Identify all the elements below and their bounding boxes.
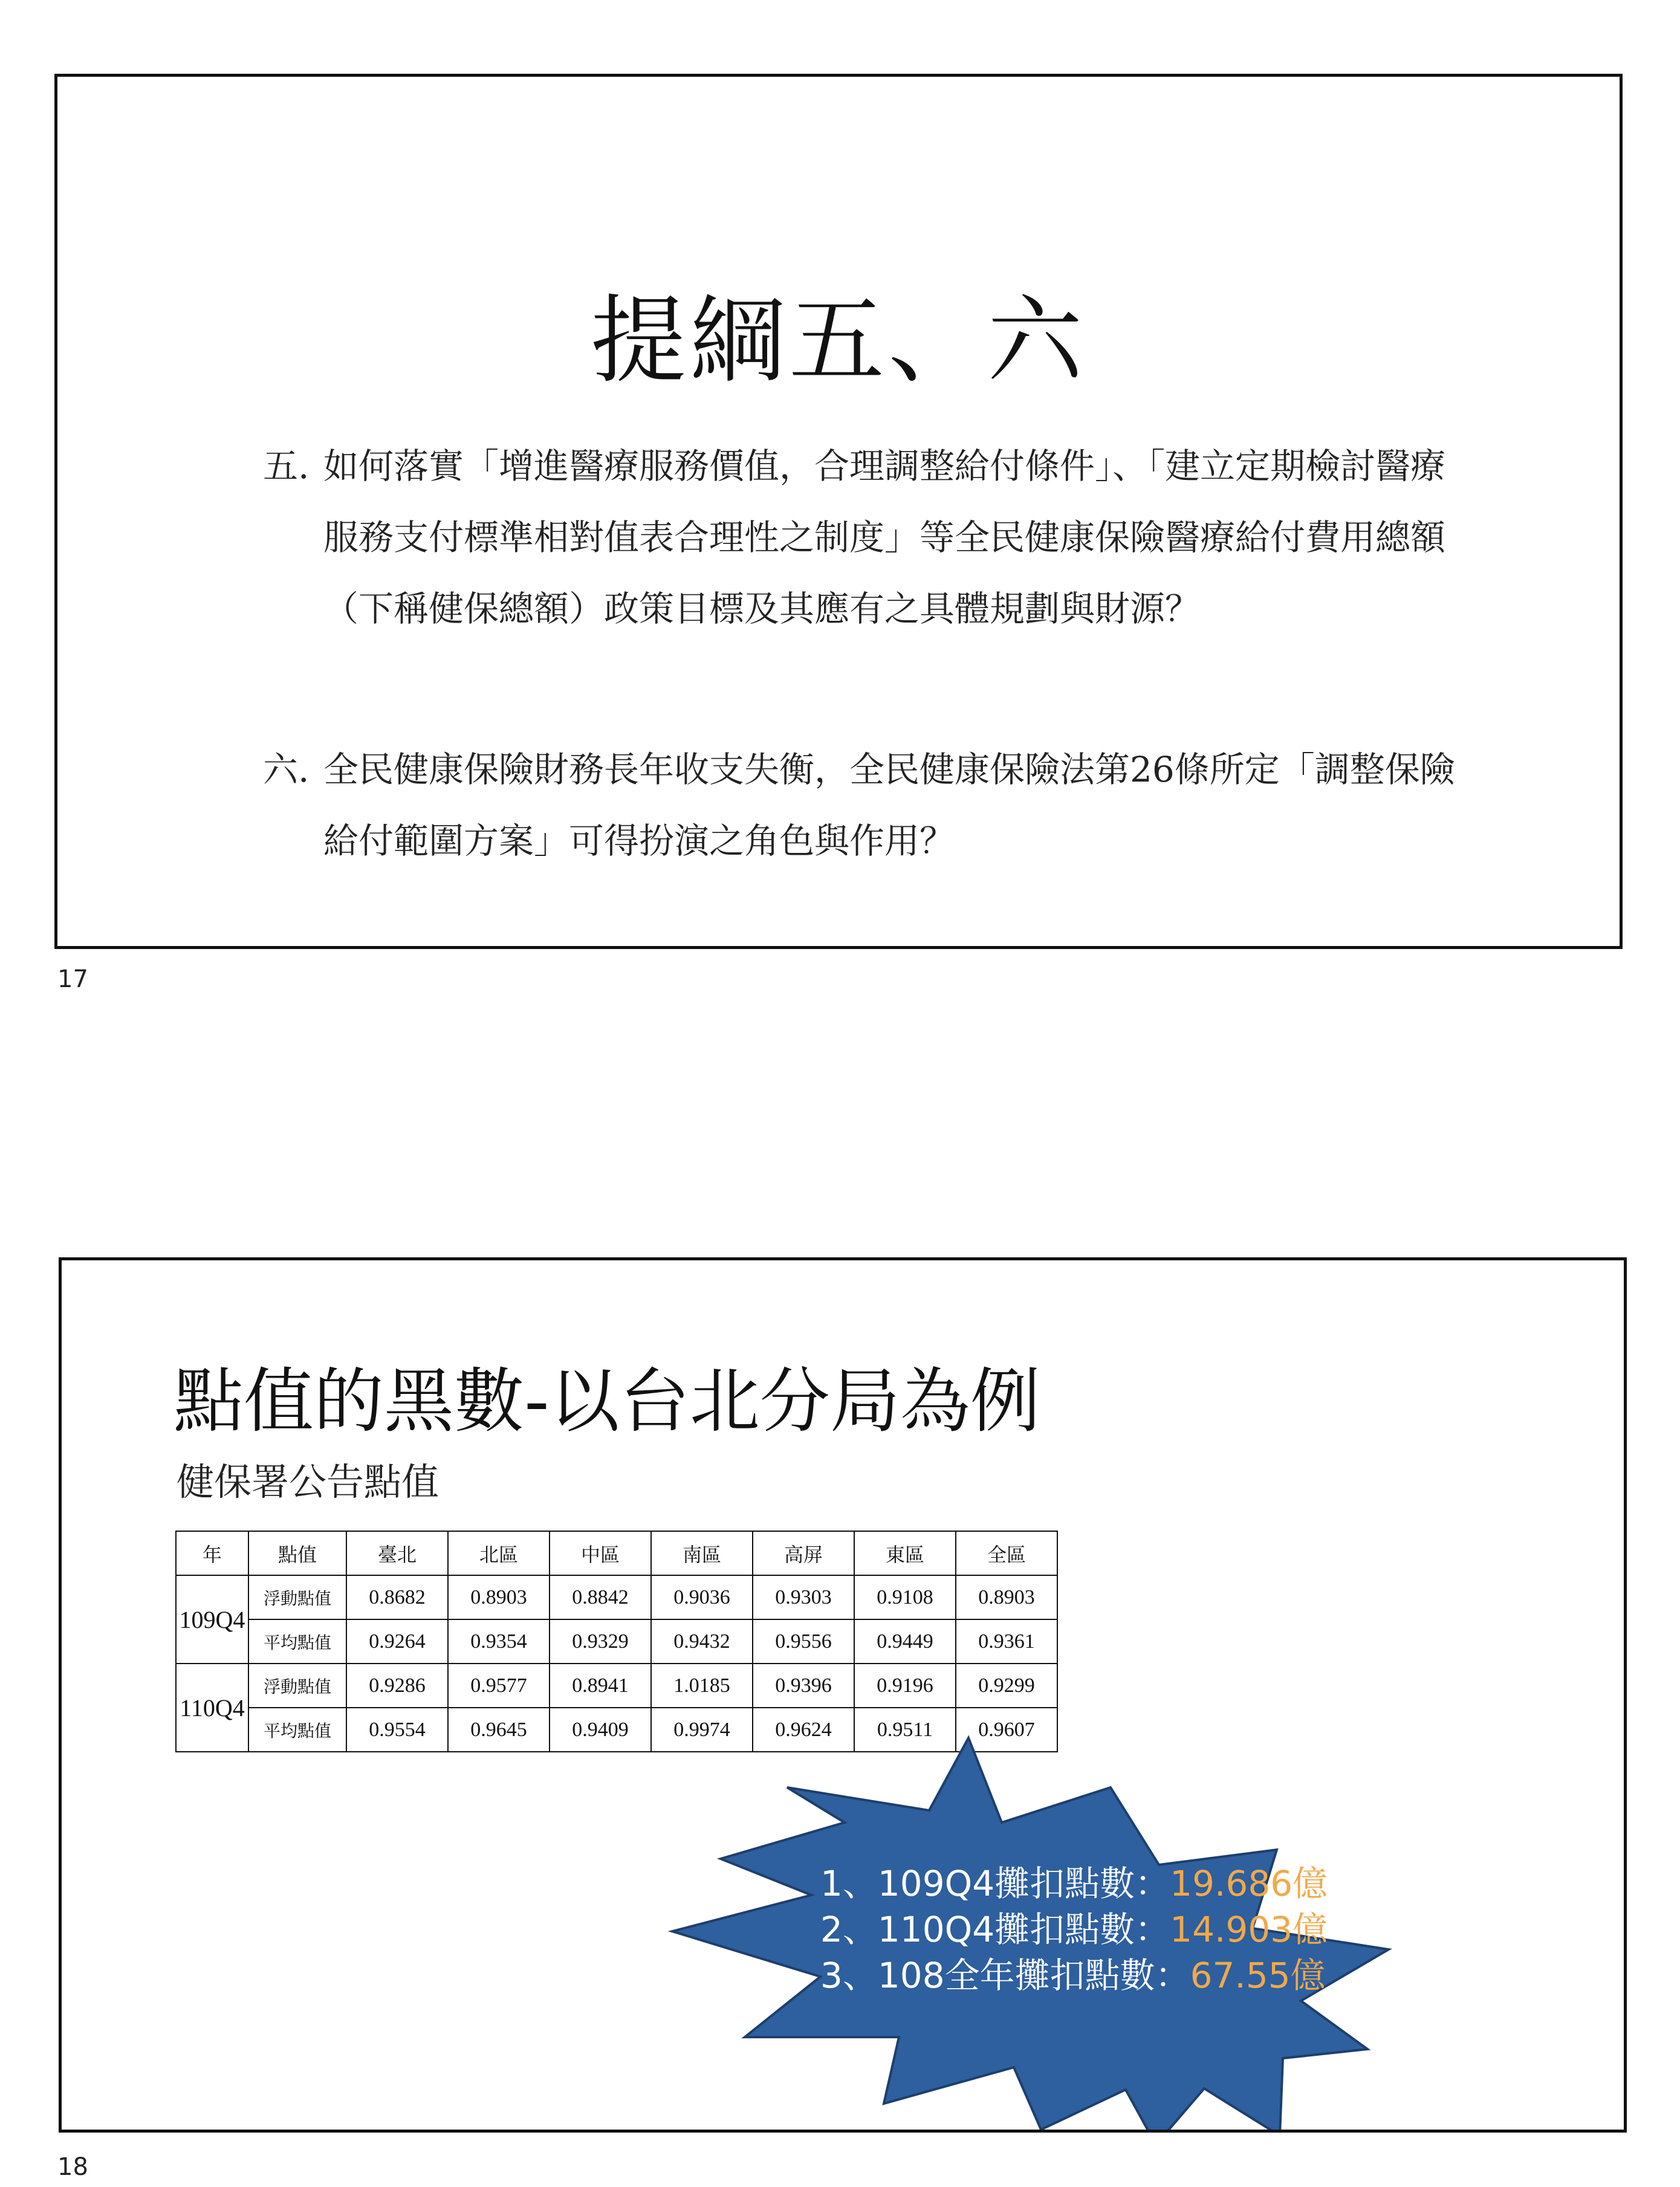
value-cell: 1.0185 — [651, 1664, 753, 1708]
value-cell: 0.9354 — [448, 1619, 550, 1664]
value-cell: 0.9607 — [956, 1708, 1057, 1752]
callout-value: 67.55億 — [1190, 1955, 1326, 1996]
item-label: 五. — [263, 446, 310, 487]
callout-label: 3、108全年攤扣點數： — [820, 1955, 1190, 1996]
callout-line — [820, 1907, 1328, 1952]
value-cell: 0.9432 — [651, 1619, 753, 1664]
value-cell: 0.9449 — [854, 1619, 956, 1664]
callout-label: 2、110Q4攤扣點數： — [820, 1909, 1170, 1950]
callout-line — [820, 1861, 1328, 1907]
value-cell: 0.9554 — [346, 1708, 448, 1752]
header-cell: 南區 — [651, 1531, 753, 1575]
header-cell: 中區 — [550, 1531, 651, 1575]
value-cell: 0.8903 — [956, 1575, 1057, 1619]
header-cell: 北區 — [448, 1531, 550, 1575]
kind-cell: 平均點值 — [248, 1619, 346, 1664]
value-cell: 0.9036 — [651, 1575, 753, 1619]
item-text: 全民健康保險財務長年收支失衡，全民健康保險法第26條所定「調整保險給付範圍方案」可得扮演之角色與作用？ — [323, 749, 1455, 861]
callout-value: 14.903億 — [1170, 1909, 1328, 1950]
callout-text — [820, 1861, 1328, 1998]
starburst-callout-shape — [62, 1260, 1624, 2130]
value-cell: 0.9624 — [753, 1708, 854, 1752]
header-cell: 點值 — [248, 1531, 346, 1575]
year-cell: 110Q4 — [176, 1664, 248, 1752]
year-cell: 109Q4 — [176, 1575, 248, 1664]
callout-value: 19.686億 — [1170, 1863, 1328, 1904]
header-cell: 年 — [176, 1531, 248, 1575]
kind-cell: 平均點值 — [248, 1708, 346, 1752]
value-cell: 0.9396 — [753, 1664, 854, 1708]
value-cell: 0.9361 — [956, 1619, 1057, 1664]
value-cell: 0.9264 — [346, 1619, 448, 1664]
value-cell: 0.9409 — [550, 1708, 651, 1752]
slide-18 — [59, 1257, 1627, 2133]
value-cell: 0.9974 — [651, 1708, 753, 1752]
item-text: 如何落實「增進醫療服務價值，合理調整給付條件」、「建立定期檢討醫療服務支付標準相對值表合理性之制度」等全民健康保險醫療給付費用總額（下稱健保總額）政策目標及其應有之具體規劃與財源？ — [323, 446, 1446, 629]
value-cell: 0.8682 — [346, 1575, 448, 1619]
item-label: 六. — [263, 749, 310, 790]
value-cell: 0.9303 — [753, 1575, 854, 1619]
value-cell: 0.9299 — [956, 1664, 1057, 1708]
header-cell: 全區 — [956, 1531, 1057, 1575]
slide-subtitle: 健保署公告點值 — [177, 1460, 439, 1504]
page-number: 17 — [57, 965, 88, 993]
slide-title: 點值的黑數-以台北分局為例 — [174, 1361, 1040, 1442]
header-cell: 東區 — [854, 1531, 956, 1575]
value-cell: 0.8842 — [550, 1575, 651, 1619]
value-cell: 0.9108 — [854, 1575, 956, 1619]
value-cell: 0.9286 — [346, 1664, 448, 1708]
value-cell: 0.9577 — [448, 1664, 550, 1708]
kind-cell: 浮動點值 — [248, 1575, 346, 1619]
slide-title: 提綱五、六 — [591, 285, 1086, 397]
page-number: 18 — [57, 2153, 88, 2181]
kind-cell: 浮動點值 — [248, 1664, 346, 1708]
header-cell: 高屏 — [753, 1531, 854, 1575]
outline-item-5 — [263, 430, 1466, 644]
callout-line — [820, 1952, 1328, 1998]
outline-item-6 — [263, 734, 1466, 876]
value-cell: 0.9511 — [854, 1708, 956, 1752]
slide-17 — [54, 74, 1623, 949]
value-cell: 0.8941 — [550, 1664, 651, 1708]
callout-label: 1、109Q4攤扣點數： — [820, 1863, 1170, 1904]
value-cell: 0.9645 — [448, 1708, 550, 1752]
value-cell: 0.9556 — [753, 1619, 854, 1664]
value-cell: 0.8903 — [448, 1575, 550, 1619]
value-cell: 0.9329 — [550, 1619, 651, 1664]
header-cell: 臺北 — [346, 1531, 448, 1575]
value-cell: 0.9196 — [854, 1664, 956, 1708]
